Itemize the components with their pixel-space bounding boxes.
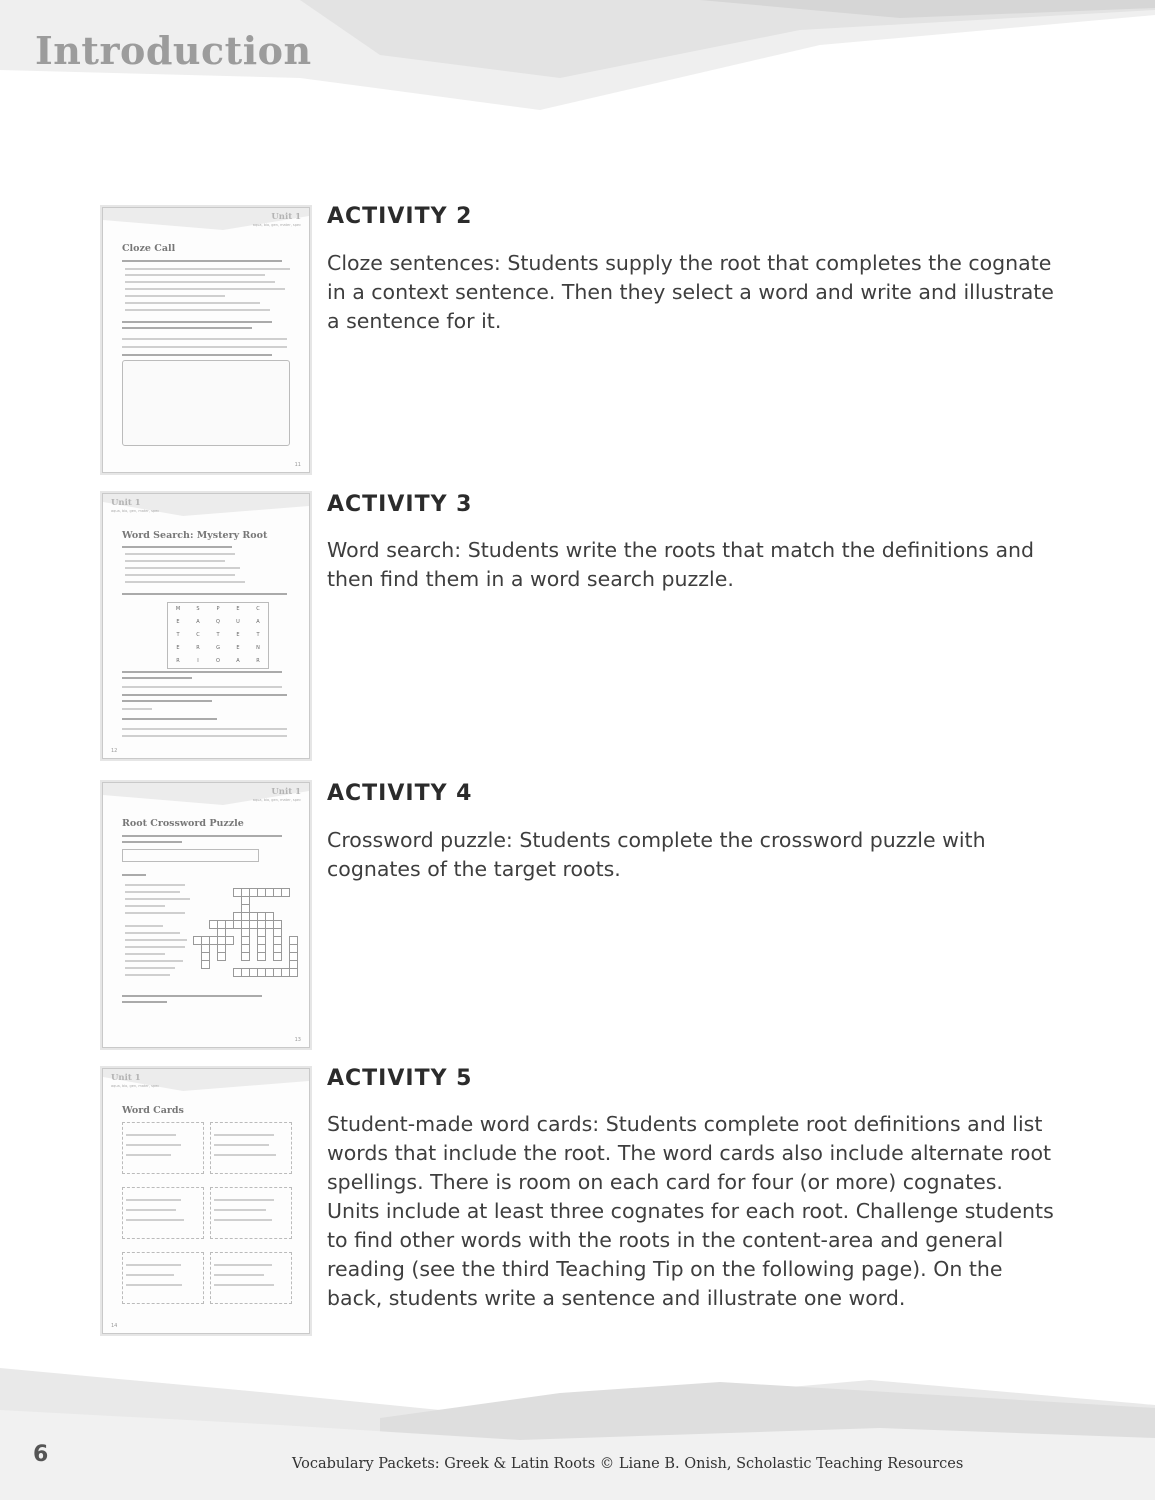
thumbnail-title: Root Crossword Puzzle [122, 818, 244, 829]
thumbnail-roots: aqua, bio, gen, mater, spec [111, 509, 160, 513]
thumbnail-page-number: 14 [111, 1323, 118, 1329]
activity-2-description: Cloze sentences: Students supply the root that completes the cognate in a context sentence. Then they select a word and write and illustrate a sentence for it. [327, 251, 1054, 333]
footer-credit: Vocabulary Packets: Greek & Latin Roots © Liane B. Onish, Scholastic Teaching Resources [292, 1456, 964, 1472]
word-cards-grid [122, 1122, 292, 1334]
thumbnail-roots: aqua, bio, gen, mater, spec [252, 798, 301, 802]
activity-3-heading: ACTIVITY 3 [327, 492, 473, 517]
word-search-grid: M S P E C E A Q U A T C T E T E R G E N R I O A R [167, 602, 269, 669]
thumbnail-title: Word Search: Mystery Root [122, 530, 268, 541]
crossword-grid [193, 888, 303, 988]
thumbnail-root-box [122, 849, 259, 862]
activity-5-description: Student-made word cards: Students complete root definitions and list words that include the root. The word cards also include alternate root spellings. There is room on each card for four (or more) cognates. Units include at least three cognates for each root. Challenge students to find other words with the roots in the content-area and general reading (see the third Teaching Tip on the following page). On the back, students write a sentence and illustrate one word. [327, 1112, 1054, 1310]
page-number: 6 [33, 1442, 49, 1467]
thumbnail-unit-label: Unit 1 [111, 498, 141, 508]
page-title: Introduction [35, 28, 312, 73]
thumbnail-cloze-call [102, 207, 310, 473]
thumbnail-title: Word Cards [122, 1105, 184, 1116]
activity-3-description: Word search: Students write the roots that match the definitions and then find them in a word search puzzle. [327, 538, 1035, 591]
thumbnail-page-number: 13 [294, 1037, 301, 1043]
thumbnail-unit-label: Unit 1 [111, 1073, 141, 1083]
activity-4-heading: ACTIVITY 4 [327, 781, 473, 806]
thumbnail-crossword [102, 782, 310, 1048]
thumbnail-page-number: 11 [294, 462, 301, 468]
thumbnail-unit-label: Unit 1 [271, 212, 301, 222]
thumbnail-word-search [102, 493, 310, 759]
thumbnail-title: Cloze Call [122, 243, 176, 254]
thumbnail-drawing-box [122, 360, 290, 446]
activity-2-heading: ACTIVITY 2 [327, 204, 473, 229]
thumbnail-page-number: 12 [111, 748, 118, 754]
activity-5-heading: ACTIVITY 5 [327, 1066, 473, 1091]
thumbnail-unit-label: Unit 1 [271, 787, 301, 797]
activity-4-description: Crossword puzzle: Students complete the crossword puzzle with cognates of the target roots. [327, 828, 986, 881]
thumbnail-roots: aqua, bio, gen, mater, spec [111, 1084, 160, 1088]
thumbnail-roots: aqua, bio, gen, mater, spec [252, 223, 301, 227]
thumbnail-word-cards [102, 1068, 310, 1334]
